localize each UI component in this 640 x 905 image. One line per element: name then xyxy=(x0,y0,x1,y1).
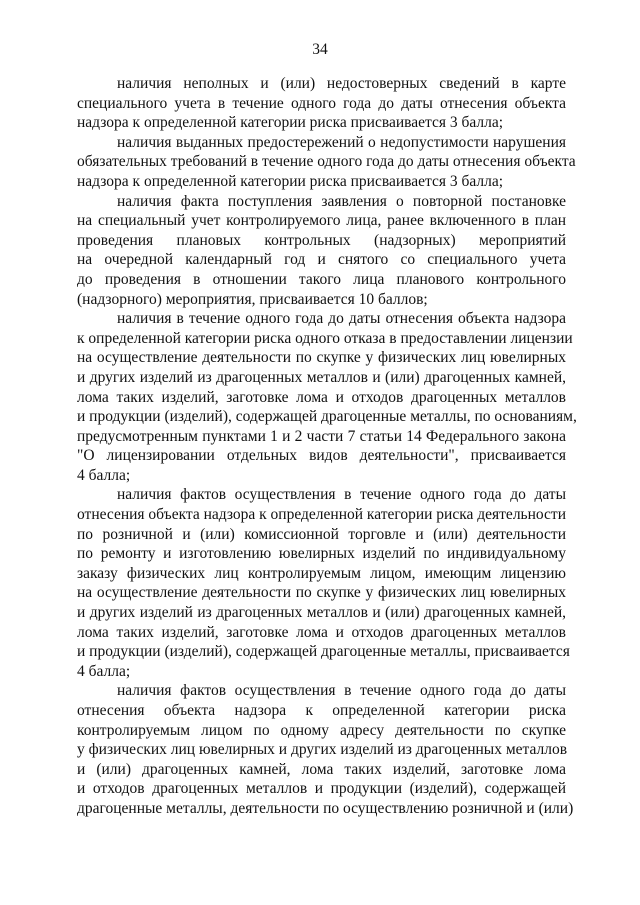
text-line: надзора к определенной категории риска присваивается 3 балла; xyxy=(77,114,504,132)
text-line: наличия неполных и (или) недостоверных сведений в карте xyxy=(117,75,566,92)
text-line: предусмотренным пунктами 1 и 2 части 7 статьи 14 Федерального закона xyxy=(77,427,566,445)
text-line: заказу физических лиц контролируемым лицом, имеющим лицензию xyxy=(77,564,566,582)
text-line: и других изделий из драгоценных металлов и (или) драгоценных камней, xyxy=(77,604,566,622)
text-line: и других изделий из драгоценных металлов и (или) драгоценных камней, xyxy=(77,368,566,386)
text-line: по розничной и (или) комиссионной торговле и (или) деятельности xyxy=(77,525,566,543)
text-line: и (или) драгоценных камней, лома таких изделий, заготовке лома xyxy=(77,760,566,778)
text-line: наличия фактов осуществления в течение одного года до даты xyxy=(117,486,566,504)
text-line: "О лицензировании отдельных видов деятельности", присваивается xyxy=(77,447,566,465)
text-line: и продукции (изделий), содержащей драгоценные металлы, присваивается xyxy=(77,643,570,661)
text-line: на осуществление деятельности по скупке у физических лиц ювелирных xyxy=(77,349,566,367)
text-line: драгоценные металлы, деятельности по осуществлению розничной и (или) xyxy=(77,799,574,817)
text-line: 4 балла; xyxy=(77,662,131,680)
text-line: на очередной календарный год и снятого со специального учета xyxy=(77,251,566,269)
paragraph xyxy=(77,485,570,681)
text-line: проведения плановых контрольных (надзорных) мероприятий xyxy=(77,231,566,249)
text-line: контролируемым лицом по одному адресу деятельности по скупке xyxy=(77,721,566,739)
text-line: наличия в течение одного года до даты отнесения объекта надзора xyxy=(117,310,566,328)
text-line: наличия фактов осуществления в течение одного года до даты xyxy=(117,682,566,700)
text-line: наличия факта поступления заявления о повторной постановке xyxy=(117,192,566,210)
text-line: по ремонту и изготовлению ювелирных изделий по индивидуальному xyxy=(77,545,566,563)
text-line: на специальный учет контролируемого лица, ранее включенного в план xyxy=(77,212,566,230)
text-line: и продукции (изделий), содержащей драгоценные металлы, по основаниям, xyxy=(77,408,577,426)
text-line: 4 балла; xyxy=(77,466,131,484)
text-line: лома таких изделий, заготовке лома и отходов драгоценных металлов xyxy=(77,623,566,641)
text-line: наличия выданных предостережений о недопустимости нарушения xyxy=(117,133,566,151)
paragraph xyxy=(77,74,566,133)
page-number: 34 xyxy=(312,41,328,58)
paragraph xyxy=(77,192,566,310)
text-line: отнесения объекта надзора к определенной категории риска xyxy=(77,702,566,719)
document-body xyxy=(77,74,577,819)
text-line: специального учета в течение одного года до даты отнесения объекта xyxy=(77,94,566,112)
text-line: и отходов драгоценных металлов и продукции (изделий), содержащей xyxy=(77,780,566,798)
text-line: (надзорного) мероприятия, присваивается 10 баллов; xyxy=(77,290,428,308)
text-line: отнесения объекта надзора к определенной категории риска деятельности xyxy=(77,506,566,524)
paragraph xyxy=(77,309,577,485)
text-line: на осуществление деятельности по скупке у физических лиц ювелирных xyxy=(77,584,566,602)
text-line: до проведения в отношении такого лица планового контрольного xyxy=(77,270,566,288)
text-line: надзора к определенной категории риска присваивается 3 балла; xyxy=(77,172,504,190)
paragraph xyxy=(77,133,576,192)
text-line: лома таких изделий, заготовке лома и отходов драгоценных металлов xyxy=(77,388,566,406)
text-line: обязательных требований в течение одного года до даты отнесения объекта xyxy=(77,153,576,171)
text-line: у физических лиц ювелирных и других изделий из драгоценных металлов xyxy=(77,741,568,759)
text-line: к определенной категории риска одного отказа в предоставлении лицензии xyxy=(77,329,573,347)
paragraph xyxy=(77,681,574,818)
